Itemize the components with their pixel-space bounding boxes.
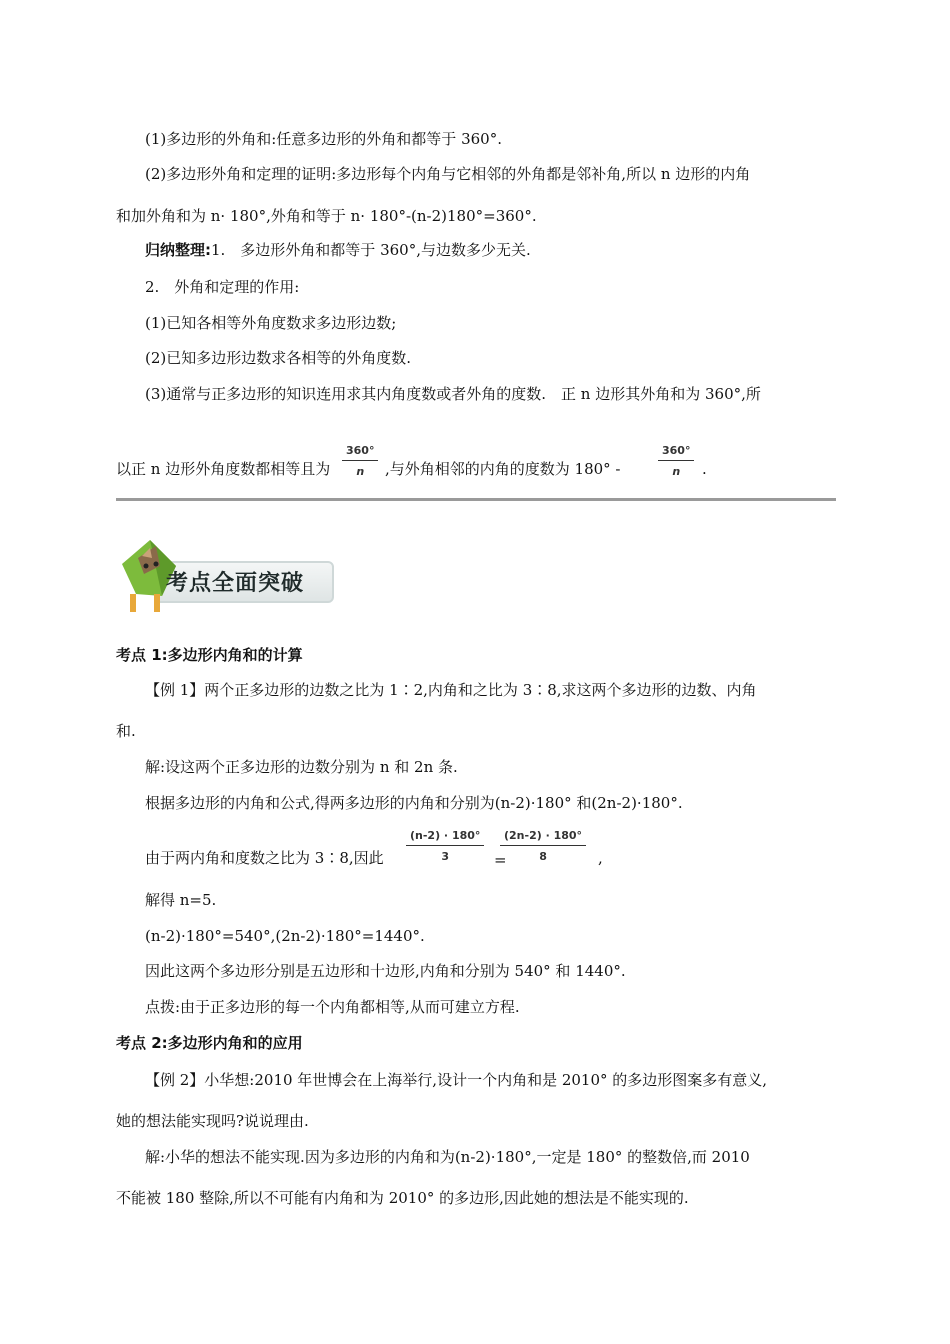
section-banner xyxy=(116,536,332,616)
fraction-denominator: 3 xyxy=(441,850,450,863)
kp1-title: 考点 1:多边形内角和的计算 xyxy=(116,646,303,664)
kp1-solution-3-end: , xyxy=(598,849,603,867)
theory-p2-line1: (2)多边形外角和定理的证明:多边形每个内角与它相邻的外角都是邻补角,所以 n 边形的内角 xyxy=(145,165,751,183)
kp2-solution-line1: 解:小华的想法不能实现.因为多边形的内角和为(n-2)·180°,一定是 180° 的整数倍,而 2010 xyxy=(145,1148,750,1166)
banner-title: 考点全面突破 xyxy=(166,571,305,596)
fraction-ratio-right xyxy=(500,829,586,863)
summary-item2: 2. 外角和定理的作用: xyxy=(145,278,300,296)
kp1-example-line2: 和. xyxy=(116,722,136,740)
kp1-solution-1: 解:设这两个正多边形的边数分别为 n 和 2n 条. xyxy=(145,758,458,776)
fraction-360-over-n-2 xyxy=(658,444,694,478)
kp1-solution-3-pre: 由于两内角和度数之比为 3∶8,因此 xyxy=(145,849,384,867)
use-item2: (2)已知多边形边数求各相等的外角度数. xyxy=(145,349,412,367)
summary-line1 xyxy=(145,240,531,260)
use-item3: (3)通常与正多边形的知识连用求其内角度数或者外角的度数. 正 n 边形其外角和为 360°,所 xyxy=(145,385,761,403)
kp1-tip: 点拨:由于正多边形的每一个内角都相等,从而可建立方程. xyxy=(145,998,520,1016)
fraction-360-over-n-1 xyxy=(342,444,378,478)
kp1-solution-4: 解得 n=5. xyxy=(145,891,217,909)
fraction-denominator: 8 xyxy=(539,850,547,863)
theory-last-end: . xyxy=(702,460,707,478)
section-divider xyxy=(116,498,836,501)
summary-item1: 1. 多边形外角和都等于 360°,与边数多少无关. xyxy=(211,241,531,259)
fraction-numerator: (n-2) · 180° xyxy=(406,829,484,846)
fraction-numerator: (2n-2) · 180° xyxy=(500,829,586,846)
fraction-ratio-left xyxy=(406,829,484,863)
kp1-equals-sign: = xyxy=(494,851,507,869)
kp2-example-line1: 【例 2】小华想:2010 年世博会在上海举行,设计一个内角和是 2010° 的多边形图案多有意义, xyxy=(145,1071,768,1089)
kp1-solution-6: 因此这两个多边形分别是五边形和十边形,内角和分别为 540° 和 1440°. xyxy=(145,962,626,980)
fraction-denominator: n xyxy=(672,465,681,478)
kp1-example-line1: 【例 1】两个正多边形的边数之比为 1∶2,内角和之比为 3∶8,求这两个多边形的边数、内角 xyxy=(145,681,757,699)
kp1-solution-5: (n-2)·180°=540°,(2n-2)·180°=1440°. xyxy=(145,927,425,945)
use-item1: (1)已知各相等外角度数求多边形边数; xyxy=(145,314,397,332)
summary-label: 归纳整理: xyxy=(145,241,211,259)
fraction-numerator: 360° xyxy=(658,444,694,461)
kp1-solution-2: 根据多边形的内角和公式,得两多边形的内角和分别为(n-2)·180° 和(2n-2)·180°. xyxy=(145,794,683,812)
fraction-numerator: 360° xyxy=(342,444,378,461)
theory-last-pre: 以正 n 边形外角度数都相等且为 xyxy=(116,460,331,478)
kp2-example-line2: 她的想法能实现吗?说说理由. xyxy=(116,1112,309,1130)
fraction-denominator: n xyxy=(356,465,365,478)
theory-p1: (1)多边形的外角和:任意多边形的外角和都等于 360°. xyxy=(145,130,502,148)
theory-last-mid: ,与外角相邻的内角的度数为 180° - xyxy=(385,460,621,478)
theory-p2-line2: 和加外角和为 n· 180°,外角和等于 n· 180°-(n-2)180°=360°. xyxy=(116,207,537,225)
kp2-title: 考点 2:多边形内角和的应用 xyxy=(116,1034,303,1052)
kp2-solution-line2: 不能被 180 整除,所以不可能有内角和为 2010° 的多边形,因此她的想法是不能实现的. xyxy=(116,1189,689,1207)
